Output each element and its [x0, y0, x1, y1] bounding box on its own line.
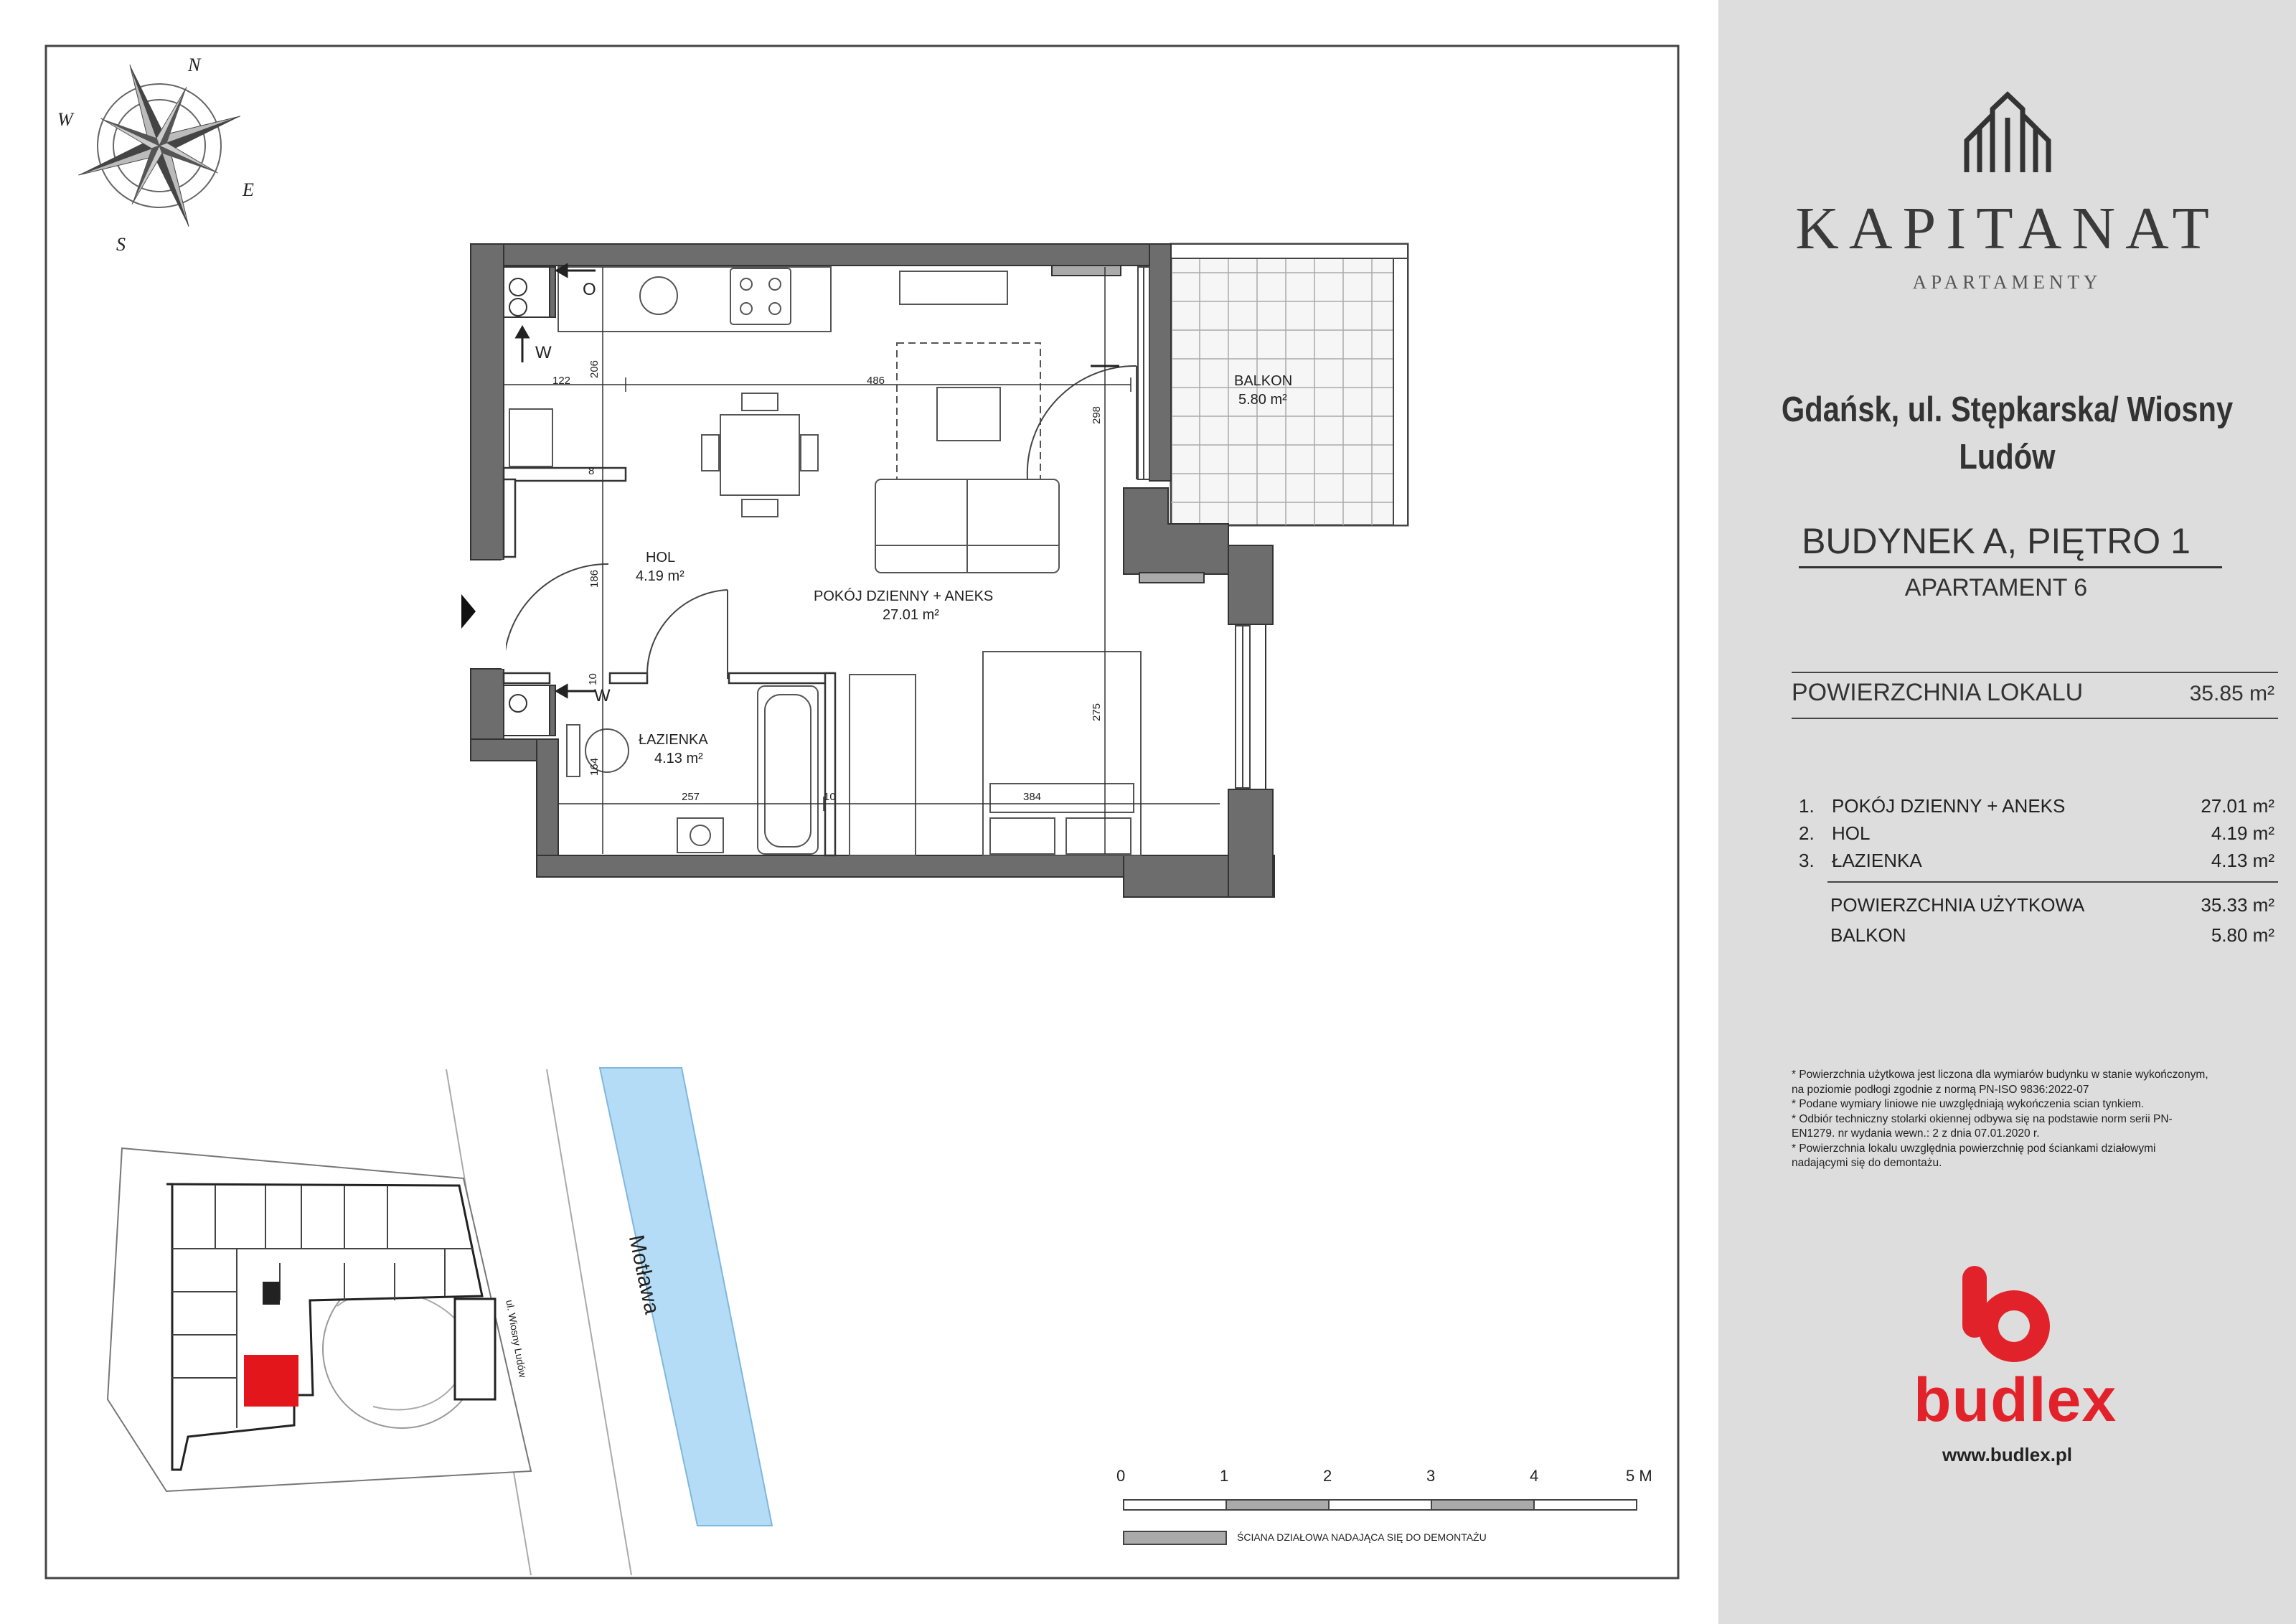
living-furniture: [875, 343, 1059, 573]
kapitanat-logo-icon: [1962, 89, 2053, 175]
compass-west: W: [57, 109, 73, 130]
room-number: 2.: [1799, 822, 1815, 844]
building-floor: BUDYNEK A, PIĘTRO 1: [1802, 521, 2191, 561]
window-right: [1236, 626, 1250, 788]
balcony-total-value: 5.80 m²: [2211, 924, 2274, 946]
budlex-logo-icon: [1959, 1264, 2057, 1365]
divider: [1792, 672, 2278, 673]
room-number: 1.: [1799, 795, 1815, 817]
footnote: * Odbiór techniczny stolarki okiennej odbywa się na podstawie norm serii PN-EN1279. nr wydania wewn.: 2 z dnia 07.01.2020 r.: [1792, 1112, 2173, 1140]
usable-area-value: 35.33 m²: [2201, 894, 2274, 916]
balcony-door: [1138, 267, 1149, 479]
dimension-label: 486: [867, 375, 885, 387]
scale-legend-label: ŚCIANA DZIAŁOWA NADAJĄCA SIĘ DO DEMONTAŻU: [1237, 1531, 1487, 1543]
balcony-area-value: 5.80 m²: [1238, 392, 1287, 408]
budlex-wordmark: budlex: [1914, 1366, 2117, 1435]
footnotes: [1792, 1068, 2215, 1171]
compass-north: N: [188, 55, 201, 75]
brand-tagline: APARTAMENTY: [1912, 271, 2102, 293]
dimension-label: 164: [588, 757, 601, 776]
compass-rose-icon: [42, 29, 276, 263]
bathroom-label: ŁAZIENKA: [639, 732, 708, 748]
bathroom-area-value: 4.13 m²: [654, 751, 703, 766]
site-plan: [108, 1068, 772, 1575]
living-room-area-value: 27.01 m²: [883, 607, 939, 623]
apartment-highlight: [244, 1355, 298, 1407]
scale-tick: 2: [1323, 1467, 1332, 1485]
address: Gdańsk, ul. Stępkarska/ Wiosny Ludów: [1781, 390, 2234, 477]
room-area: 27.01 m²: [2201, 795, 2274, 817]
usable-area-label: POWIERZCHNIA UŻYTKOWA: [1830, 894, 2085, 916]
dimension-label: 206: [588, 360, 601, 379]
hall-label: HOL: [646, 550, 676, 565]
divider: [1827, 881, 2278, 883]
scale-tick: 0: [1116, 1467, 1126, 1485]
bathroom-fixtures: [567, 686, 818, 854]
river-label: Motława: [624, 1233, 664, 1317]
scale-tick: 5 M: [1626, 1467, 1652, 1485]
dimension-label: 186: [588, 569, 601, 588]
dining-table: [702, 393, 818, 517]
room-number: 3.: [1799, 850, 1815, 871]
footnote: * Podane wymiary liniowe nie uwzględniają wykończenia scian tynkiem.: [1792, 1098, 2145, 1110]
area-summary-label: POWIERZCHNIA LOKALU: [1792, 679, 2084, 706]
hall-area-value: 4.19 m²: [636, 568, 684, 584]
vent-mark: W: [535, 343, 552, 362]
apartment-number: APARTAMENT 6: [1904, 574, 2088, 601]
room-name: ŁAZIENKA: [1832, 850, 1922, 871]
room-name: HOL: [1832, 822, 1871, 844]
balcony-total-label: BALKON: [1830, 924, 1906, 946]
vent-mark: O: [583, 280, 596, 299]
info-panel: [1718, 0, 2296, 1624]
dimension-label: 384: [1023, 791, 1042, 803]
website-link[interactable]: www.budlex.pl: [1942, 1444, 2073, 1465]
dimension-label: 298: [1091, 405, 1104, 425]
dimension-label: 8: [588, 465, 595, 477]
divider: [1792, 718, 2278, 719]
area-summary-value: 35.85 m²: [2189, 682, 2274, 705]
compass-south: S: [116, 234, 126, 255]
room-area: 4.13 m²: [2211, 850, 2274, 871]
scale-tick: 1: [1220, 1467, 1229, 1485]
entrance-arrow-icon: [461, 594, 476, 629]
compass-east: E: [243, 179, 254, 200]
living-room-label: POKÓJ DZIENNY + ANEKS: [814, 588, 994, 604]
room-area: 4.19 m²: [2211, 822, 2274, 844]
river-motlawa: [600, 1068, 772, 1526]
dimension-label: 122: [552, 375, 571, 387]
footnote: * Powierzchnia użytkowa jest liczona dla wymiarów budynku w stanie wykończonym, na poziomie podłogi zgodnie z normą PN-ISO 9836:2022-07: [1792, 1069, 2208, 1096]
scale-tick: 3: [1426, 1467, 1436, 1485]
dimension-label: 275: [1091, 703, 1104, 722]
bed: [850, 652, 1141, 855]
vent-mark: W: [594, 686, 611, 705]
dimension-label: 10: [824, 791, 836, 803]
room-name: POKÓJ DZIENNY + ANEKS: [1832, 795, 2066, 817]
dimension-label: 10: [586, 673, 599, 685]
brand-title: KAPITANAT: [1795, 195, 2219, 262]
divider: [1799, 566, 2222, 568]
street-label: ul. Wiosny Ludów: [504, 1299, 530, 1379]
dimension-label: 257: [682, 791, 700, 803]
footnote: * Powierzchnia lokalu uwzględnia powierzchnię pod ściankami działowymi nadającymi się do demontażu.: [1792, 1142, 2156, 1169]
scale-tick: 4: [1530, 1467, 1539, 1485]
balcony-label: BALKON: [1234, 373, 1293, 389]
